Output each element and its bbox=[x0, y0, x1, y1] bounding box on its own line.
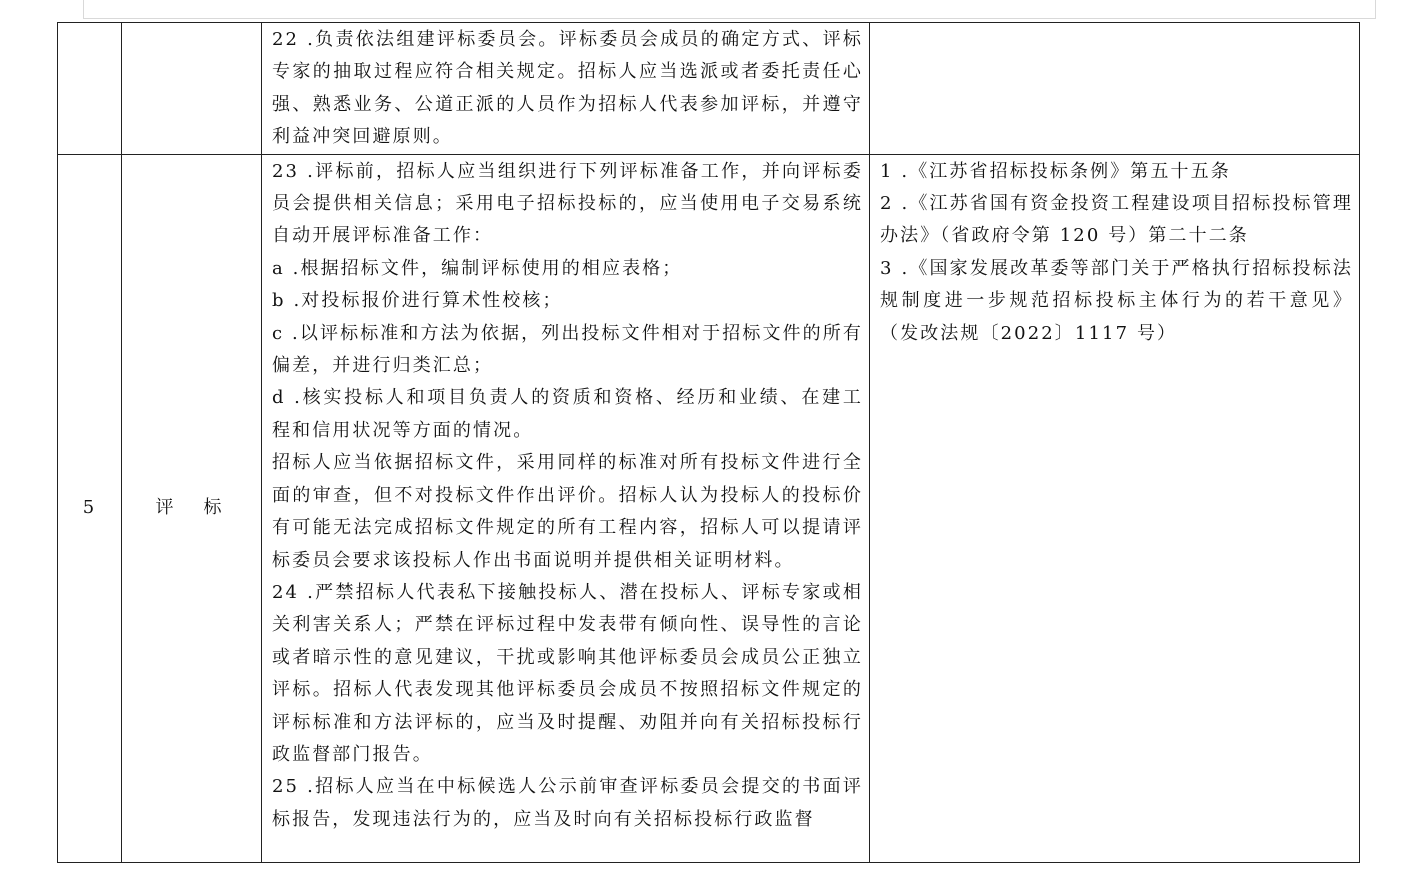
requirement-paragraph: 23 .评标前，招标人应当组织进行下列评标准备工作，并向评标委员会提供相关信息；采用电子招标投标的，应当使用电子交易系统自动开展评标准备工作： bbox=[272, 160, 863, 247]
basis-item: 2 .《江苏省国有资金投资工程建设项目招标投标管理办法》（省政府令第 120 号）第二十二条 bbox=[880, 193, 1353, 247]
basis-cell bbox=[870, 23, 1360, 155]
table-row bbox=[58, 154, 1360, 862]
requirement-item-a: a .根据招标文件，编制评标使用的相应表格； bbox=[272, 257, 683, 279]
requirement-paragraph: 25 .招标人应当在中标候选人公示前审查评标委员会提交的书面评标报告，发现违法行为的，应当及时向有关招标投标行政监督 bbox=[272, 776, 863, 830]
item-name-cell bbox=[122, 23, 262, 155]
requirements-cell bbox=[262, 154, 870, 862]
item-name-cell bbox=[122, 154, 262, 862]
requirement-paragraph: 24 .严禁招标人代表私下接触投标人、潜在投标人、评标专家或相关利害关系人；严禁在评标过程中发表带有倾向性、误导性的言论或者暗示性的意见建议，干扰或影响其他评标委员会成员公正独立评标。招标人代表发现其他评标委员会成员不按照招标文件规定的评标标准和方法评标的，应当及时提醒、劝阻并向有关招标投标行政监督部门报告。 bbox=[272, 581, 863, 765]
item-name: 评标 bbox=[155, 496, 252, 518]
requirement-paragraph: 招标人应当依据招标文件，采用同样的标准对所有投标文件进行全面的审查，但不对投标文件作出评价。招标人认为投标人的投标价有可能无法完成招标文件规定的所有工程内容，招标人可以提请评标委员会要求该投标人作出书面说明并提供相关证明材料。 bbox=[272, 452, 863, 571]
basis-cell bbox=[870, 154, 1360, 862]
requirement-item-d: d .核实投标人和项目负责人的资质和资格、经历和业绩、在建工程和信用状况等方面的情况。 bbox=[272, 387, 863, 441]
basis-item: 3 .《国家发展改革委等部门关于严格执行招标投标法规制度进一步规范招标投标主体行为的若干意见》（发改法规〔2022〕1117 号） bbox=[880, 257, 1353, 344]
requirement-item-c: c .以评标标准和方法为依据，列出投标文件相对于招标文件的所有偏差，并进行归类汇总； bbox=[272, 322, 863, 377]
requirement-item-b: b .对投标报价进行算术性校核； bbox=[272, 290, 563, 312]
basis-item: 1 .《江苏省招标投标条例》第五十五条 bbox=[880, 160, 1231, 182]
requirement-paragraph: 22 .负责依法组建评标委员会。评标委员会成员的确定方式、评标专家的抽取过程应符合相关规定。招标人应当选派或者委托责任心强、熟悉业务、公道正派的人员作为招标人代表参加评标，并遵守利益冲突回避原则。 bbox=[272, 29, 863, 148]
number-cell bbox=[58, 154, 122, 862]
number-cell bbox=[58, 23, 122, 155]
requirements-cell bbox=[262, 23, 870, 155]
page-header-margin bbox=[83, 0, 1376, 19]
regulation-table bbox=[57, 22, 1360, 863]
table-row bbox=[58, 23, 1360, 155]
item-number: 5 bbox=[82, 496, 97, 518]
